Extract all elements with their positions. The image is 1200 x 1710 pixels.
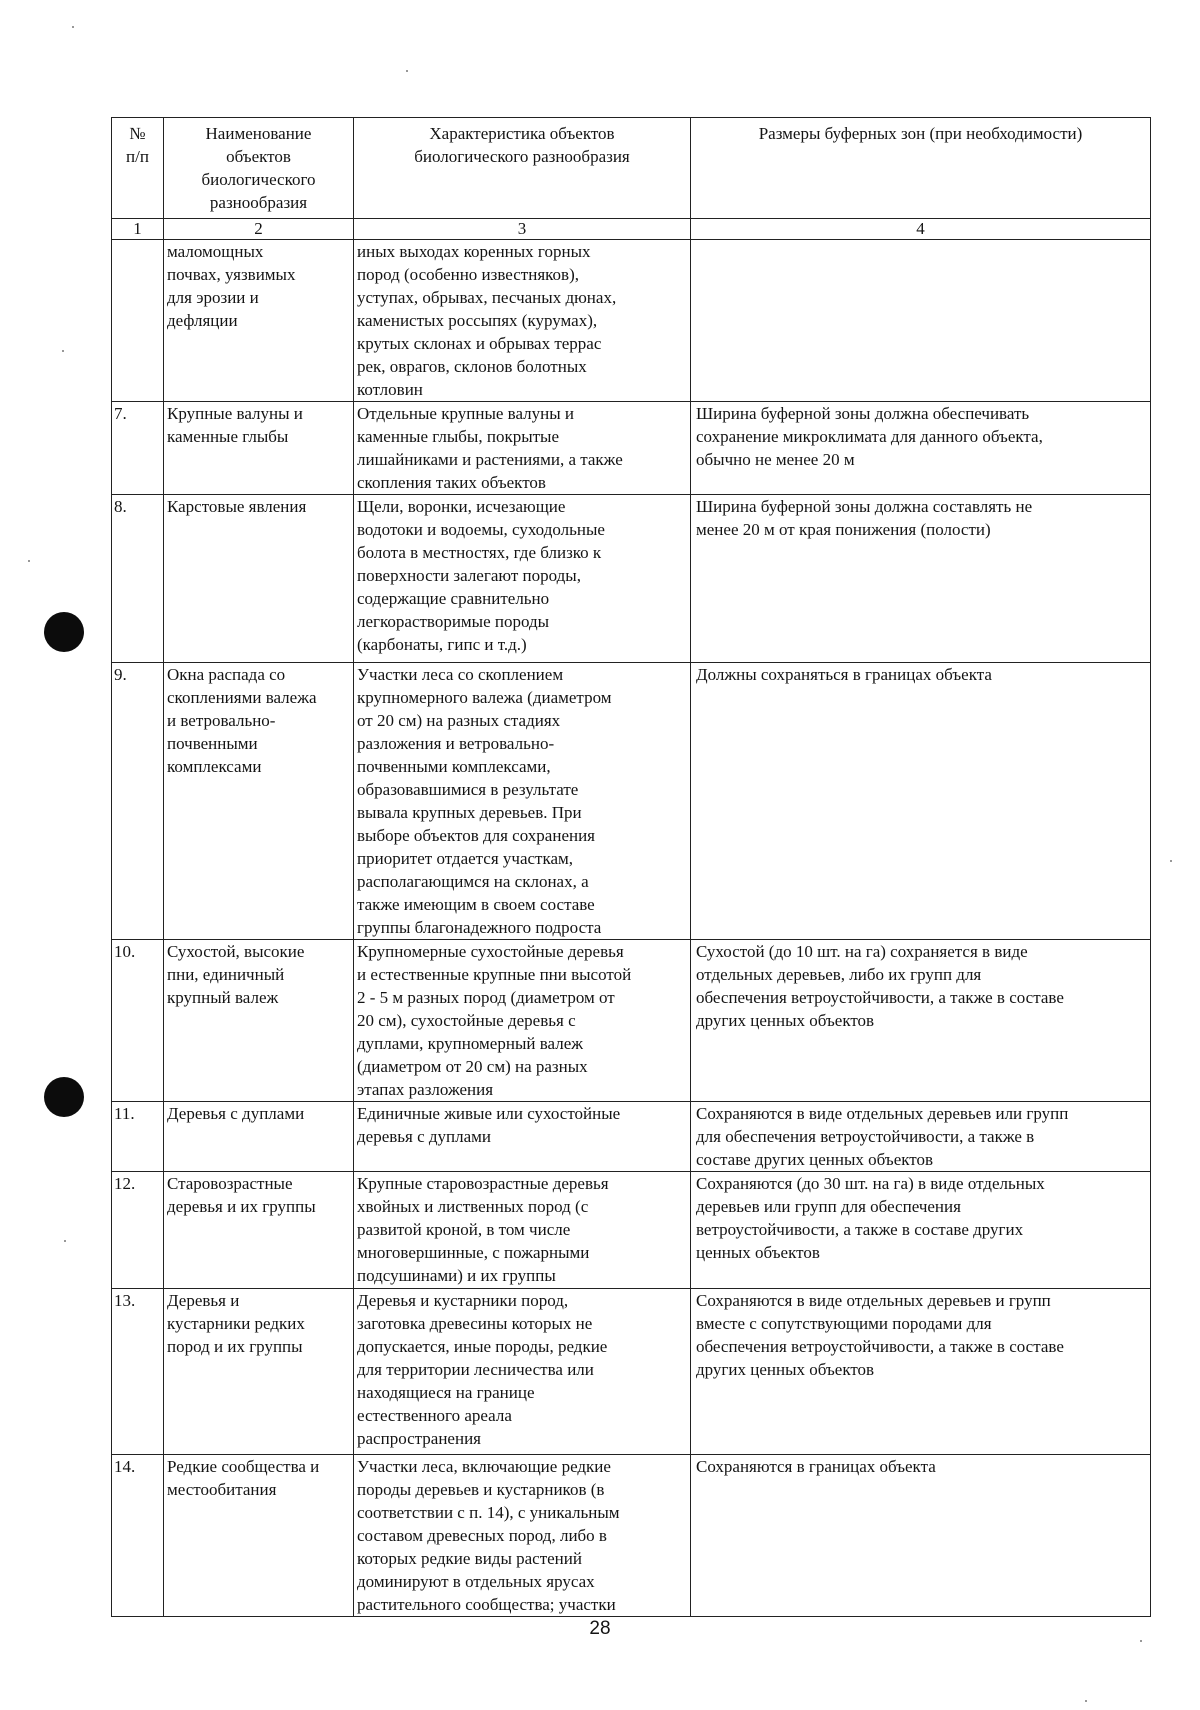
- row-number: 12.: [112, 1172, 164, 1289]
- buffer-zone-size: Ширина буферной зоны должна составлять не менее 20 м от края понижения (полости): [691, 495, 1151, 663]
- biodiversity-objects-table: [111, 117, 1151, 1617]
- scan-speck: [1085, 1700, 1087, 1702]
- row-number: 7.: [112, 402, 164, 495]
- object-characteristics: Крупномерные сухостойные деревья и естественные крупные пни высотой 2 - 5 м разных пород (диаметром от 20 см), сухостойные деревья с дуплами, крупномерный валеж (диаметром от 20 см) на разных этапах разложения: [354, 940, 691, 1102]
- column-number: 2: [164, 219, 354, 240]
- object-characteristics: Деревья и кустарники пород, заготовка древесины которых не допускается, иные породы, редкие для территории лесничества или находящиеся на границе естественного ареала распространения: [354, 1289, 691, 1455]
- buffer-zone-size: Должны сохраняться в границах объекта: [691, 663, 1151, 940]
- buffer-zone-size: Сохраняются в виде отдельных деревьев или групп для обеспечения ветроустойчивости, а также в составе других ценных объектов: [691, 1102, 1151, 1172]
- table-row: [112, 663, 1151, 940]
- row-number: 9.: [112, 663, 164, 940]
- header-buffer-zones: Размеры буферных зон (при необходимости): [691, 118, 1151, 219]
- table-row: [112, 1102, 1151, 1172]
- object-characteristics: иных выходах коренных горных пород (особенно известняков), уступах, обрывах, песчаных дюнах, каменистых россыпях (курумах), крутых склонах и обрывах террас рек, оврагов, склонов болотных котловин: [354, 240, 691, 402]
- table-row: [112, 1172, 1151, 1289]
- object-characteristics: Отдельные крупные валуны и каменные глыбы, покрытые лишайниками и растениями, а также скопления таких объектов: [354, 402, 691, 495]
- row-number: 14.: [112, 1455, 164, 1617]
- object-name: Деревья с дуплами: [164, 1102, 354, 1172]
- object-name: Сухостой, высокие пни, единичный крупный валеж: [164, 940, 354, 1102]
- scan-speck: [406, 70, 408, 72]
- object-name: Окна распада со скоплениями валежа и ветровально- почвенными комплексами: [164, 663, 354, 940]
- table-row: [112, 402, 1151, 495]
- table-row: [112, 940, 1151, 1102]
- object-name: Деревья и кустарники редких пород и их группы: [164, 1289, 354, 1455]
- table-header-row: [112, 118, 1151, 219]
- scan-speck: [1170, 860, 1172, 862]
- scan-speck: [28, 560, 30, 562]
- buffer-zone-size: [691, 240, 1151, 402]
- header-object-name: Наименование объектов биологического разнообразия: [164, 118, 354, 219]
- row-number: 11.: [112, 1102, 164, 1172]
- buffer-zone-size: Сохраняются (до 30 шт. на га) в виде отдельных деревьев или групп для обеспечения ветроустойчивости, а также в составе других ценных объектов: [691, 1172, 1151, 1289]
- scan-speck: [62, 350, 64, 352]
- scan-speck: [1140, 1640, 1142, 1642]
- table-row: [112, 240, 1151, 402]
- row-number: [112, 240, 164, 402]
- column-number: 1: [112, 219, 164, 240]
- scan-speck: [64, 1240, 66, 1242]
- row-number: 10.: [112, 940, 164, 1102]
- column-number-row: [112, 219, 1151, 240]
- buffer-zone-size: Ширина буферной зоны должна обеспечивать сохранение микроклимата для данного объекта, обычно не менее 20 м: [691, 402, 1151, 495]
- object-characteristics: Единичные живые или сухостойные деревья с дуплами: [354, 1102, 691, 1172]
- object-name: маломощных почвах, уязвимых для эрозии и дефляции: [164, 240, 354, 402]
- buffer-zone-size: Сухостой (до 10 шт. на га) сохраняется в виде отдельных деревьев, либо их групп для обеспечения ветроустойчивости, а также в составе других ценных объектов: [691, 940, 1151, 1102]
- row-number: 13.: [112, 1289, 164, 1455]
- scan-speck: [72, 26, 74, 28]
- object-characteristics: Щели, воронки, исчезающие водотоки и водоемы, суходольные болота в местностях, где близко к поверхности залегают породы, содержащие сравнительно легкорастворимые породы (карбонаты, гипс и т.д.): [354, 495, 691, 663]
- table-row: [112, 1289, 1151, 1455]
- object-name: Карстовые явления: [164, 495, 354, 663]
- punch-hole-bottom: [44, 1077, 84, 1117]
- row-number: 8.: [112, 495, 164, 663]
- header-number: № п/п: [112, 118, 164, 219]
- object-name: Редкие сообщества и местообитания: [164, 1455, 354, 1617]
- object-characteristics: Участки леса со скоплением крупномерного валежа (диаметром от 20 см) на разных стадиях разложения и ветровально- почвенными комплексами, образовавшимися в результате вывала крупных деревьев. При выборе объектов для сохранения приоритет отдается участкам, располагающимся на склонах, а также имеющим в своем составе группы благонадежного подроста: [354, 663, 691, 940]
- buffer-zone-size: Сохраняются в виде отдельных деревьев и групп вместе с сопутствующими породами для обеспечения ветроустойчивости, а также в составе других ценных объектов: [691, 1289, 1151, 1455]
- object-name: Крупные валуны и каменные глыбы: [164, 402, 354, 495]
- object-characteristics: Крупные старовозрастные деревья хвойных и лиственных пород (с развитой кроной, в том числе многовершинные, с пожарными подсушинами) и их группы: [354, 1172, 691, 1289]
- object-name: Старовозрастные деревья и их группы: [164, 1172, 354, 1289]
- column-number: 4: [691, 219, 1151, 240]
- header-characteristics: Характеристика объектов биологического разнообразия: [354, 118, 691, 219]
- punch-hole-top: [44, 612, 84, 652]
- object-characteristics: Участки леса, включающие редкие породы деревьев и кустарников (в соответствии с п. 14), с уникальным составом древесных пород, либо в которых редкие виды растений доминируют в отдельных ярусах растительного сообщества; участки: [354, 1455, 691, 1617]
- page-number: 28: [589, 1618, 611, 1639]
- table-row: [112, 495, 1151, 663]
- buffer-zone-size: Сохраняются в границах объекта: [691, 1455, 1151, 1617]
- table-row: [112, 1455, 1151, 1617]
- column-number: 3: [354, 219, 691, 240]
